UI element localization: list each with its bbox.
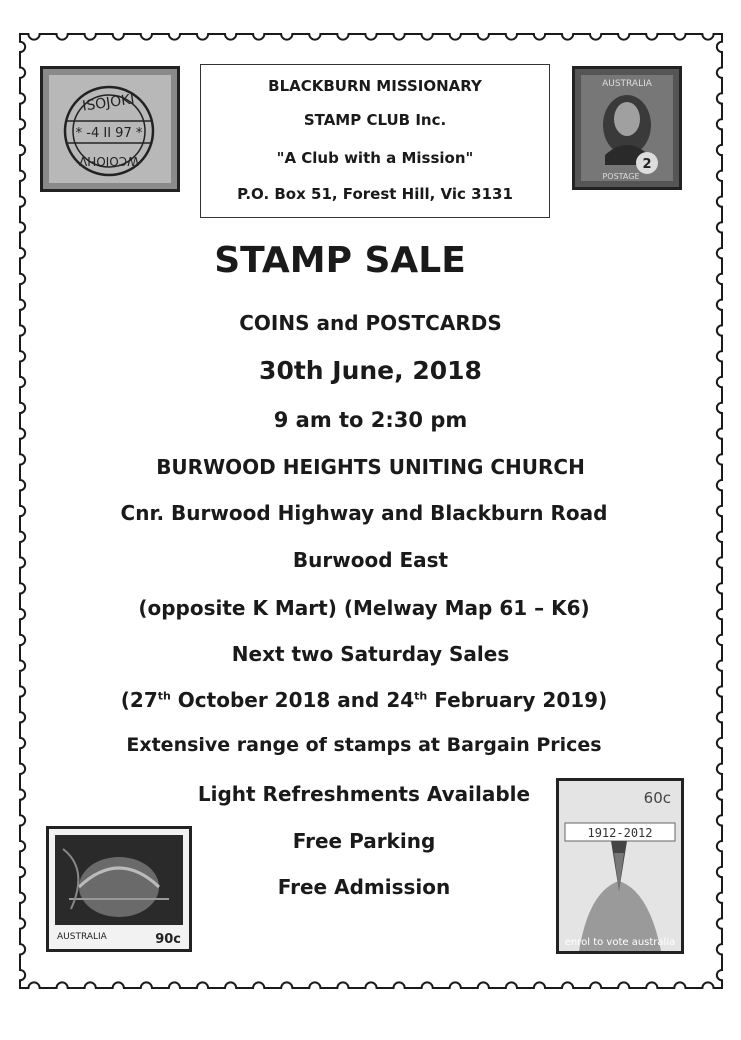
postmark-bottom-text: WCOIOHV [79, 154, 139, 168]
stamp-country-text: AUSTRALIA [57, 932, 107, 942]
event-street: Cnr. Burwood Highway and Blackburn Road [120, 501, 608, 525]
next-sales-open: (27 [120, 688, 158, 712]
event-range: Extensive range of stamps at Bargain Prices [126, 734, 602, 756]
club-address: P.O. Box 51, Forest Hill, Vic 3131 [237, 185, 513, 203]
stamp-value-text: 90c [155, 932, 181, 947]
page-title: STAMP SALE [214, 240, 466, 281]
stamp-image-top-right [572, 66, 682, 190]
stamp-value-text: 2 [642, 157, 652, 172]
event-landmark: (opposite K Mart) (Melway Map 61 – K6) [138, 596, 590, 620]
event-admission: Free Admission [277, 875, 451, 899]
event-subtitle: COINS and POSTCARDS [239, 311, 502, 335]
stamp-years-text: 1912-2012 [587, 826, 653, 840]
event-time: 9 am to 2:30 pm [273, 408, 468, 432]
next-sales-sup1: th [157, 689, 171, 703]
stamp-postage-text: POSTAGE [602, 172, 640, 181]
event-parking: Free Parking [292, 829, 436, 853]
next-sales-close: February 2019) [427, 688, 608, 712]
stamp-image-top-left [40, 66, 180, 192]
postmark-top-text: ISOJOKI [81, 91, 136, 115]
stamp-country-text: AUSTRALIA [602, 79, 652, 89]
event-venue: BURWOOD HEIGHTS UNITING CHURCH [156, 455, 585, 479]
event-refreshments: Light Refreshments Available [197, 782, 531, 806]
next-sales-sup2: th [414, 689, 428, 703]
next-sales-dates [0, 688, 728, 712]
event-suburb: Burwood East [292, 548, 449, 572]
stamp-caption-text: enrol to vote australia [564, 937, 676, 948]
club-motto: "A Club with a Mission" [276, 149, 474, 167]
event-date: 30th June, 2018 [259, 356, 482, 385]
stamp-value-text: 60c [643, 789, 671, 807]
club-name-line2: STAMP CLUB Inc. [303, 111, 447, 129]
next-sales-heading: Next two Saturday Sales [231, 642, 510, 666]
postmark-date-text: * -4 II 97 * [75, 126, 143, 141]
club-name-line1: BLACKBURN MISSIONARY [268, 77, 482, 95]
club-header-box [200, 64, 550, 218]
next-sales-mid: October 2018 and 24 [170, 688, 415, 712]
